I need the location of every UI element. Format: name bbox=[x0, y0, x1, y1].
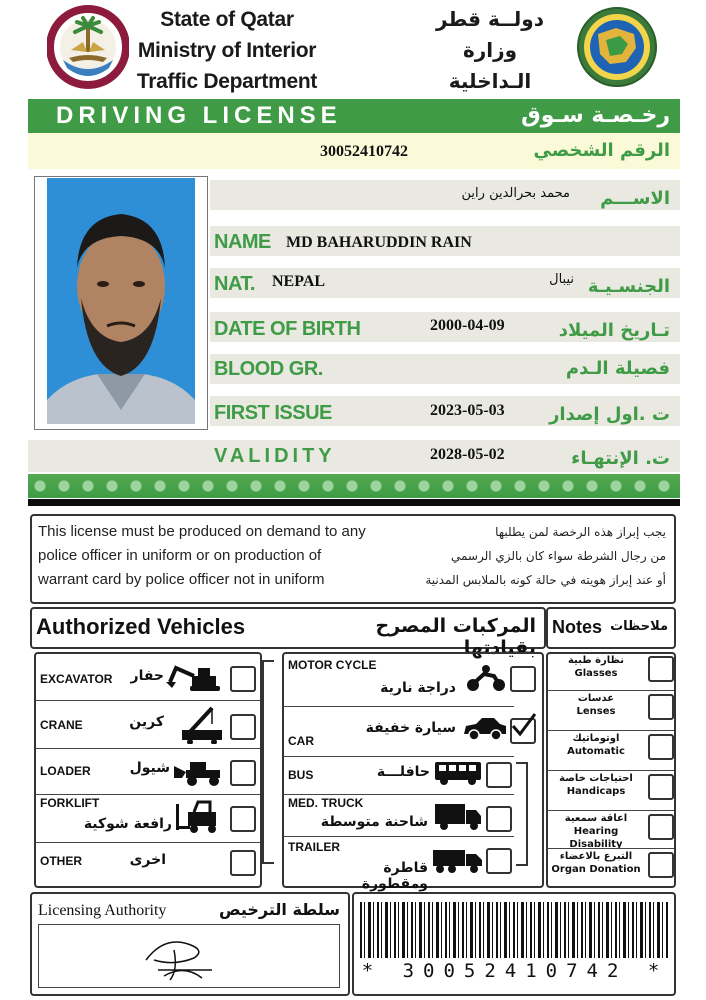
note-ar: اوتوماتيك bbox=[572, 733, 620, 744]
vehicles-right-bracket bbox=[516, 762, 528, 866]
med-truck-checkbox[interactable] bbox=[486, 806, 512, 832]
gcc-emblem-icon bbox=[576, 4, 658, 90]
blood-label-en: BLOOD GR. bbox=[214, 358, 323, 380]
first-issue-label-ar: ت .اول إصدار bbox=[549, 404, 670, 425]
authority-label-ar: سلطة الترخيص bbox=[219, 900, 340, 919]
note-ar: احتياجات خاصة bbox=[559, 773, 633, 784]
note-en: Glasses bbox=[574, 668, 618, 679]
row-divider bbox=[546, 810, 674, 811]
notice-en-line: This license must be produced on demand to any bbox=[38, 523, 366, 540]
excavator-checkbox[interactable] bbox=[230, 666, 256, 692]
note-ar: اعاقة سمعية bbox=[564, 813, 628, 824]
qatar-emblem-icon bbox=[47, 2, 129, 92]
name-value-en: MD BAHARUDDIN RAIN bbox=[286, 234, 472, 251]
notice-ar-line: من رجال الشرطة سواء كان بالزي الرسمي bbox=[450, 549, 666, 563]
car-icon bbox=[462, 714, 508, 747]
name-label-en: NAME bbox=[214, 231, 271, 253]
row-divider bbox=[34, 748, 260, 749]
vehicle-label-ar: حافلـــة bbox=[376, 764, 430, 780]
name-value-ar: محمد بحرالدين راين bbox=[461, 186, 570, 201]
row-divider bbox=[282, 756, 514, 757]
header-en-line3: Traffic Department bbox=[136, 70, 318, 93]
note-item-lenses bbox=[548, 692, 644, 718]
header-en-line1: State of Qatar bbox=[160, 8, 294, 31]
automatic-checkbox[interactable] bbox=[648, 734, 674, 760]
divider-line bbox=[28, 499, 680, 506]
vehicle-label-en: MED. TRUCK bbox=[288, 796, 364, 810]
decorative-pattern bbox=[28, 474, 680, 498]
first-issue-label-en: FIRST ISSUE bbox=[214, 402, 332, 424]
vehicle-label-ar: كرين bbox=[129, 714, 164, 730]
note-item-handicaps bbox=[548, 772, 644, 798]
vehicle-label-ar: رافعة شوكية bbox=[83, 816, 172, 832]
title-en: DRIVING LICENSE bbox=[56, 102, 342, 129]
vehicle-label-ar: اخرى bbox=[129, 852, 166, 868]
dob-label-ar: تـاريخ الميلاد bbox=[558, 320, 670, 341]
notice-ar-line: أو عند إبراز هويته في حالة كونه بالملابس المدنية bbox=[425, 573, 666, 587]
vehicle-label-ar: حفار bbox=[130, 668, 164, 684]
note-en: Lenses bbox=[576, 706, 616, 717]
note-ar: عدسات bbox=[577, 693, 615, 704]
checkmark-icon bbox=[508, 710, 538, 745]
vehicle-label-ar: شيول bbox=[129, 760, 170, 776]
vehicle-label-ar: شاحنة متوسطة bbox=[320, 814, 428, 830]
truck-icon bbox=[434, 802, 482, 837]
vehicle-label-en: MOTOR CYCLE bbox=[288, 658, 377, 672]
header-ar-line1: دولــة قطر bbox=[436, 7, 544, 31]
note-ar: نظارة طبية bbox=[567, 655, 625, 666]
trailer-checkbox[interactable] bbox=[486, 848, 512, 874]
note-ar: التبرع بالاعضاء bbox=[559, 851, 633, 862]
row-divider bbox=[282, 836, 514, 837]
crane-checkbox[interactable] bbox=[230, 714, 256, 740]
note-en: Handicaps bbox=[566, 786, 626, 797]
vehicle-label-en: CAR bbox=[288, 734, 314, 748]
note-item-organ bbox=[548, 850, 644, 876]
holder-photo bbox=[47, 178, 195, 424]
authority-label-en: Licensing Authority bbox=[38, 902, 167, 919]
header-ar-line2: وزارة الـداخلية bbox=[448, 38, 532, 93]
handicaps-checkbox[interactable] bbox=[648, 774, 674, 800]
row-divider bbox=[282, 706, 514, 707]
row-divider bbox=[34, 794, 260, 795]
row-divider bbox=[34, 842, 260, 843]
authorized-title-en: Authorized Vehicles bbox=[36, 614, 246, 639]
vehicle-label-en: CRANE bbox=[40, 718, 83, 732]
other-checkbox[interactable] bbox=[230, 850, 256, 876]
row-divider bbox=[34, 700, 260, 701]
signature-image bbox=[134, 930, 224, 989]
vehicle-label-en: OTHER bbox=[40, 854, 82, 868]
row-divider bbox=[546, 730, 674, 731]
bus-icon bbox=[434, 760, 482, 791]
header-en bbox=[132, 4, 322, 97]
row-divider bbox=[546, 690, 674, 691]
note-en: Organ Donation bbox=[551, 864, 641, 875]
loader-checkbox[interactable] bbox=[230, 760, 256, 786]
header-en-line2: Ministry of Interior bbox=[137, 39, 317, 62]
motorcycle-checkbox[interactable] bbox=[510, 666, 536, 692]
hearing-checkbox[interactable] bbox=[648, 814, 674, 840]
row-divider bbox=[282, 794, 514, 795]
motorcycle-icon bbox=[466, 664, 506, 697]
title-ar: رخـصـة سـوق bbox=[521, 103, 670, 128]
notice-ar-line: يجب إبراز هذه الرخصة لمن يطلبها bbox=[495, 525, 666, 539]
vehicle-label-en: LOADER bbox=[40, 764, 91, 778]
vehicle-label-en: EXCAVATOR bbox=[40, 672, 113, 686]
notice-ar bbox=[370, 520, 666, 592]
notice-en bbox=[38, 520, 418, 592]
nat-value-en: NEPAL bbox=[272, 273, 326, 290]
validity-label-en: VALIDITY bbox=[214, 445, 336, 467]
row-divider bbox=[546, 770, 674, 771]
vehicle-label-ar: دراجة نارية bbox=[380, 680, 456, 696]
note-en: Hearing Disability bbox=[569, 826, 623, 850]
lenses-checkbox[interactable] bbox=[648, 694, 674, 720]
notice-en-line: police officer in uniform or on production of bbox=[38, 547, 322, 564]
notes-title-en: Notes bbox=[552, 617, 603, 637]
vehicle-label-ar: قاطرة ومقطورة bbox=[361, 860, 428, 892]
trailer-icon bbox=[432, 846, 484, 881]
note-item-hearing bbox=[548, 812, 644, 851]
nat-label-en: NAT. bbox=[214, 273, 255, 295]
vehicle-label-ar: سيارة خفيفة bbox=[365, 720, 456, 736]
first-issue-value: 2023-05-03 bbox=[430, 402, 505, 419]
crane-icon bbox=[178, 704, 226, 749]
personal-no-value: 30052410742 bbox=[320, 143, 408, 160]
name-label-ar: الاســـم bbox=[600, 188, 670, 209]
row-divider bbox=[546, 848, 674, 849]
note-en: Automatic bbox=[567, 746, 625, 757]
nat-label-ar: الجنسـيـة bbox=[587, 276, 670, 297]
loader-icon bbox=[172, 756, 224, 791]
personal-no-label-ar: الرقم الشخصي bbox=[533, 140, 670, 161]
dob-value: 2000-04-09 bbox=[430, 317, 505, 334]
note-item-automatic bbox=[548, 732, 644, 758]
vehicle-label-en: FORKLIFT bbox=[40, 796, 100, 810]
notes-title-ar: ملاحظات bbox=[610, 619, 668, 634]
forklift-checkbox[interactable] bbox=[230, 806, 256, 832]
barcode-number: * 30052410742 * bbox=[361, 960, 669, 982]
nat-value-ar: نيبال bbox=[549, 272, 574, 287]
forklift-icon bbox=[174, 800, 224, 839]
validity-label-ar: ت. الإنتهـاء bbox=[571, 448, 670, 469]
blood-label-ar: فصيلة الـدم bbox=[565, 358, 670, 379]
dob-label-en: DATE OF BIRTH bbox=[214, 318, 361, 340]
vehicles-left-bracket bbox=[262, 660, 274, 864]
notice-en-line: warrant card by police officer not in uniform bbox=[38, 571, 325, 588]
excavator-icon bbox=[166, 664, 222, 697]
authorized-title-ar: المركبات المصرح بقيادتها bbox=[375, 615, 536, 659]
barcode-image bbox=[360, 902, 670, 958]
bus-checkbox[interactable] bbox=[486, 762, 512, 788]
note-item-glasses bbox=[548, 654, 644, 680]
vehicle-label-en: BUS bbox=[288, 768, 314, 782]
validity-value: 2028-05-02 bbox=[430, 446, 505, 463]
vehicle-label-en: TRAILER bbox=[288, 840, 340, 854]
glasses-checkbox[interactable] bbox=[648, 656, 674, 682]
organ-checkbox[interactable] bbox=[648, 852, 674, 878]
